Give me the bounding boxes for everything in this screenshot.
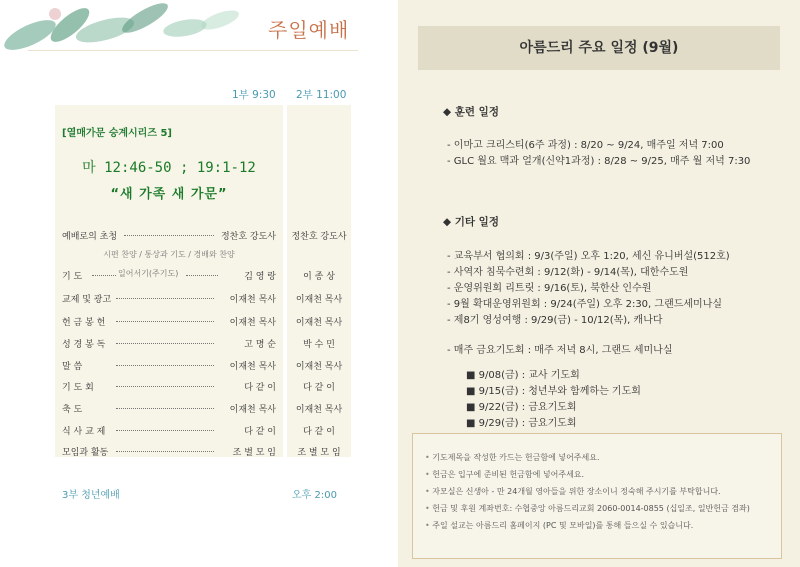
training-heading: ◆ 훈련 일정 (443, 106, 499, 118)
other-item: - 제8기 영성여행 : 9/29(금) - 10/12(목), 캐나다 (447, 315, 663, 326)
dotted-leader (92, 275, 116, 276)
order-leader: 다 같 이 (244, 427, 276, 437)
friday-item: ■ 9/15(금) : 청년부와 함께하는 기도회 (466, 386, 641, 397)
dotted-leader (186, 275, 218, 276)
divider (28, 50, 358, 51)
friday-item: ■ 9/29(금) : 금요기도회 (466, 418, 577, 429)
order-leader-2: 다 같 이 (303, 427, 335, 437)
order-leader-2: 박 수 민 (303, 340, 335, 350)
scripture-passage: 마 12:46-50 ; 19:1-12 (82, 160, 256, 176)
other-heading: ◆ 기타 일정 (443, 216, 499, 228)
order-subline: 시편 찬양 / 통상과 기도 / 경배와 찬양 (103, 250, 235, 259)
order-leader: 고 명 순 (244, 340, 276, 350)
order-leader-2: 이재천 목사 (295, 295, 343, 305)
order-leader-2: 이재천 목사 (295, 318, 343, 328)
order-label: 모임과 활동 (62, 448, 109, 458)
dotted-leader (116, 298, 214, 299)
order-leader-2: 이재천 목사 (295, 405, 343, 415)
notice-item: • 헌금은 입구에 준비된 헌금함에 넣어주세요. (425, 470, 585, 479)
order-label: 기 도 회 (62, 383, 94, 393)
dotted-leader (116, 386, 214, 387)
service1-time: 1부 9:30 (232, 89, 276, 101)
order-leader-2: 이 종 상 (303, 272, 335, 282)
order-label: 말 씀 (62, 362, 83, 372)
order-leader: 정찬호 강도사 (220, 232, 276, 242)
order-leader-2: 이재천 목사 (295, 362, 343, 372)
prayer-note: 일어서기(주기도) (118, 269, 179, 278)
order-label: 성 경 봉 독 (62, 340, 106, 350)
training-item: - 이마고 크리스티(6주 과정) : 8/20 ~ 9/24, 매주일 저녁 7:00 (447, 140, 724, 151)
order-label: 식 사 교 제 (62, 427, 106, 437)
order-leader: 이재천 목사 (229, 318, 276, 328)
order-label: 예배로의 초청 (62, 232, 118, 242)
service2-time: 2부 11:00 (296, 89, 347, 101)
order-leader-2: 다 같 이 (303, 383, 335, 393)
schedule-title: 아름드리 주요 일정 (9월) (519, 40, 679, 56)
dotted-leader (116, 365, 214, 366)
dotted-leader (116, 321, 214, 322)
order-leader: 조 별 모 임 (232, 448, 276, 458)
order-leader-2: 정찬호 강도사 (291, 232, 347, 242)
leaf-decoration-icon (0, 0, 260, 52)
order-leader-2: 조 별 모 임 (297, 448, 341, 458)
order-leader: 다 같 이 (244, 383, 276, 393)
notice-item: • 헌금 및 후원 계좌번호: 수협중앙 아름드리교회 2060-0014-0855 (십일조, 일반헌금 겸좌) (425, 504, 750, 513)
order-leader: 이재천 목사 (229, 362, 276, 372)
other-item: - 9월 확대운영위원회 : 9/24(주일) 오후 2:30, 그랜드세미나실 (447, 299, 723, 310)
order-label: 기 도 (62, 272, 83, 282)
dotted-leader (116, 430, 214, 431)
order-leader: 이재천 목사 (229, 405, 276, 415)
youth-service-time: 오후 2:00 (292, 490, 337, 501)
other-item: - 교육부서 협의회 : 9/3(주일) 오후 1:20, 세신 유니버설(512호) (447, 251, 730, 262)
order-label: 교제 및 광고 (62, 295, 112, 305)
notice-item: • 자모실은 신생아 - 만 24개월 영아들을 위한 장소이니 정숙해 주시기를 부탁합니다. (425, 487, 721, 496)
dotted-leader (116, 451, 214, 452)
dotted-leader (124, 235, 214, 236)
other-item: - 운영위원회 리트릿 : 9/16(토), 북한산 인수원 (447, 283, 652, 294)
notice-item: • 기도제목을 작성한 카드는 헌금함에 넣어주세요. (425, 453, 600, 462)
training-item: - GLC 월요 맥과 얼개(신약1과정) : 8/28 ~ 9/25, 매주 월 저녁 7:30 (447, 156, 751, 167)
youth-service-label: 3부 청년예배 (62, 490, 120, 501)
friday-heading: - 매주 금요기도회 : 매주 저녁 8시, 그랜드 세미나실 (447, 345, 673, 356)
friday-item: ■ 9/22(금) : 금요기도회 (466, 402, 577, 413)
order-leader: 김 영 랑 (244, 272, 276, 282)
friday-item: ■ 9/08(금) : 교사 기도회 (466, 370, 580, 381)
sermon-title: “새 가족 새 가문” (110, 187, 228, 202)
order-label: 축 도 (62, 405, 83, 415)
notice-item: • 주일 설교는 아름드리 홈페이지 (PC 및 모바일)를 통해 들으실 수 있습니다. (425, 521, 694, 530)
dotted-leader (116, 343, 214, 344)
page-title: 주일예배 (268, 18, 350, 42)
order-leader: 이재천 목사 (229, 295, 276, 305)
sermon-series: [열매가문 승계시리즈 5] (62, 128, 173, 139)
bulletin-left-page (0, 0, 398, 567)
dotted-leader (116, 408, 214, 409)
other-item: - 사역자 침묵수련회 : 9/12(화) - 9/14(목), 대한수도원 (447, 267, 689, 278)
order-label: 헌 금 봉 헌 (62, 318, 106, 328)
